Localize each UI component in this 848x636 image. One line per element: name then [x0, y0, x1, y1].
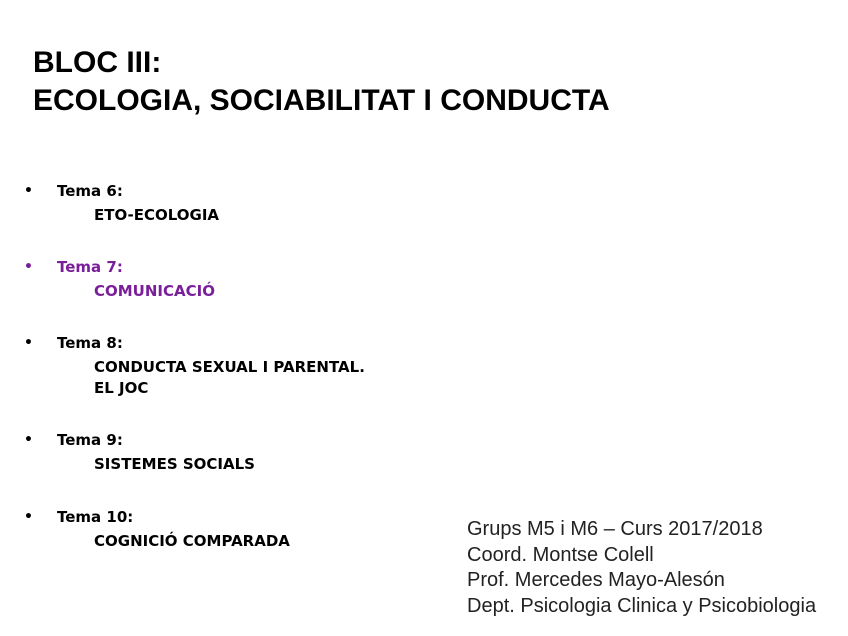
bullet-icon: • [24, 259, 33, 275]
topic-title [94, 357, 365, 399]
topic-title [94, 454, 255, 475]
credits-professor: Prof. Mercedes Mayo-Alesón [467, 569, 725, 591]
topic-title-line: EL JOC [94, 379, 149, 397]
topic-title [94, 205, 219, 226]
topic-label: Tema 6: [57, 182, 123, 200]
credits-block [467, 517, 816, 619]
bullet-icon: • [24, 432, 33, 448]
topic-title-line: SISTEMES SOCIALS [94, 455, 255, 473]
bullet-icon: • [24, 183, 33, 199]
topic-title-line: CONDUCTA SEXUAL I PARENTAL. [94, 358, 365, 376]
slide-title [33, 44, 610, 120]
topic-label: Tema 8: [57, 334, 123, 352]
bullet-icon: • [24, 335, 33, 351]
bullet-icon: • [24, 509, 33, 525]
topic-title-line: COGNICIÓ COMPARADA [94, 532, 290, 550]
title-line-1: BLOC III: [33, 46, 162, 79]
title-line-2: ECOLOGIA, SOCIABILITAT I CONDUCTA [33, 84, 610, 117]
credits-department: Dept. Psicologia Clinica y Psicobiologia [467, 594, 817, 617]
topic-title-line: ETO-ECOLOGIA [94, 206, 220, 224]
credits-coordinator: Coord. Montse Colell [467, 543, 654, 566]
topic-label: Tema 7: [57, 258, 123, 276]
topic-title [94, 531, 290, 552]
topic-title-line: COMUNICACIÓ [94, 282, 215, 300]
topic-label: Tema 10: [57, 508, 134, 526]
topic-title [94, 281, 215, 302]
credits-groups: Grups M5 i M6 – Curs 2017/2018 [467, 518, 763, 540]
topic-label: Tema 9: [57, 431, 123, 449]
